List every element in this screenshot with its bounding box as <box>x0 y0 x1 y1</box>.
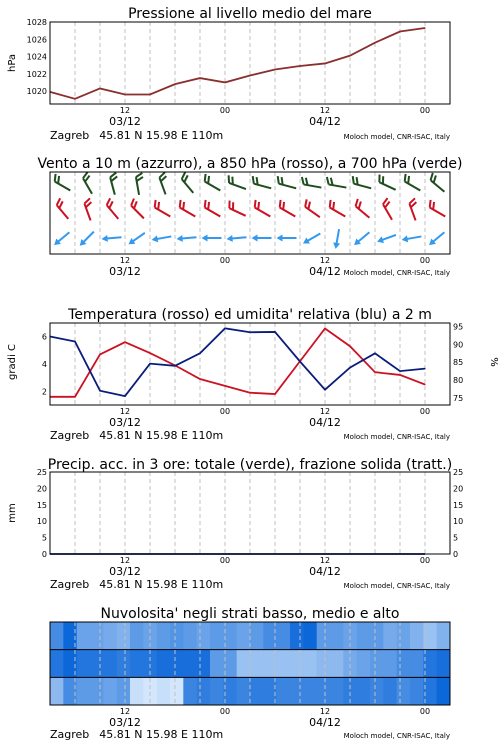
y-tick-label-right: 25 <box>453 468 464 477</box>
x-tick-label: 12 <box>119 106 131 115</box>
pressure-panel <box>7 6 450 142</box>
location-name: Zagreb <box>50 129 90 142</box>
date-label: 04/12 <box>309 416 341 429</box>
wind-barb <box>327 200 349 217</box>
pressure-xticks <box>120 106 430 115</box>
x-tick-label: 12 <box>319 556 331 565</box>
cloud-cell <box>117 650 131 678</box>
cloud-cell <box>303 677 317 705</box>
date-label: 03/12 <box>109 115 141 128</box>
location-coords: 45.81 N 15.98 E 110m <box>99 129 224 142</box>
temperature-credit: Moloch model, CNR-ISAC, Italy <box>343 433 450 441</box>
cloud-cell <box>277 622 291 650</box>
humidity-ylabel: % <box>488 357 499 367</box>
cloud-cell <box>197 677 211 705</box>
x-tick-label: 12 <box>119 256 131 265</box>
wind-barb <box>126 230 146 247</box>
cloud-cell <box>157 622 171 650</box>
cloud-cell <box>183 677 197 705</box>
precip-location: Zagreb 45.81 N 15.98 E 110m <box>50 578 224 591</box>
wind-barb <box>382 198 399 220</box>
cloud-cell <box>77 650 91 678</box>
x-tick-label: 00 <box>219 106 231 115</box>
humidity-line-point <box>299 361 300 362</box>
cloud-cell <box>103 622 117 650</box>
y-tick-label: 1024 <box>26 52 47 62</box>
wind-barb <box>401 233 422 243</box>
x-tick-label: 00 <box>419 556 431 565</box>
x-tick-label: 00 <box>219 256 231 265</box>
wind-barb <box>377 175 399 190</box>
wind-barb <box>303 199 324 217</box>
x-tick-label: 12 <box>319 256 331 265</box>
wind-barb <box>55 198 74 219</box>
wind-barb <box>52 230 72 248</box>
wind-barb <box>301 230 322 246</box>
wind-barb <box>226 175 248 189</box>
pressure-line-point <box>199 78 200 79</box>
pressure-line-point <box>149 94 150 95</box>
y-tick-label: 1028 <box>26 18 47 27</box>
temperature-panel <box>7 307 499 442</box>
wind-barb <box>227 201 249 216</box>
wind-barb <box>152 200 174 217</box>
precip-xticks <box>120 556 430 565</box>
y-tick-label-right: 80 <box>453 376 464 386</box>
precip-yticks <box>37 468 47 559</box>
y-tick-label: 6 <box>41 332 47 342</box>
date-label: 03/12 <box>109 565 141 578</box>
wind-barb <box>226 234 247 243</box>
y-tick-label: 5 <box>41 533 47 543</box>
humidity-line-point <box>174 365 175 366</box>
temperature-line-point <box>199 378 200 379</box>
x-tick-label: 12 <box>119 407 131 416</box>
wind-barb <box>326 177 348 188</box>
x-tick-label: 00 <box>219 556 231 565</box>
temperature-line-point <box>224 385 225 386</box>
x-tick-label: 00 <box>419 707 431 716</box>
x-tick-label: 00 <box>419 106 431 115</box>
wind-barb <box>135 173 146 195</box>
precip-credit: Moloch model, CNR-ISAC, Italy <box>343 582 450 590</box>
cloud-cell <box>290 622 304 650</box>
y-tick-label: 2 <box>41 387 47 397</box>
y-tick-label: 4 <box>41 360 47 369</box>
cloud-cell <box>197 622 211 650</box>
temperature-line-point <box>124 342 125 343</box>
temperature-line-point <box>324 328 325 329</box>
precip-panel <box>7 457 463 591</box>
humidity-line-point <box>374 353 375 354</box>
x-tick-label: 00 <box>419 256 431 265</box>
cloud-cell <box>410 622 424 650</box>
temperature-line-point <box>274 393 275 394</box>
cloud-cell <box>170 677 184 705</box>
temperature-yticks <box>42 333 47 397</box>
temperature-line-point <box>349 346 350 347</box>
humidity-line <box>50 328 425 396</box>
cloud-cell <box>397 677 411 705</box>
humidity-line-point <box>274 331 275 332</box>
humidity-line-point <box>349 367 350 368</box>
y-tick-label-right: 85 <box>453 358 464 368</box>
cloud-cell <box>437 677 451 705</box>
cloud-cell <box>437 622 451 650</box>
cloud-cell <box>103 677 117 705</box>
x-tick-label: 00 <box>419 407 431 416</box>
cloud-cell <box>383 622 397 650</box>
x-tick-label: 00 <box>219 407 231 416</box>
wind-barb <box>82 172 99 194</box>
cloud-cell <box>410 650 424 678</box>
wind-barb <box>376 232 397 245</box>
cloud-cell <box>317 677 331 705</box>
y-tick-label-right: 95 <box>453 322 464 332</box>
pressure-line-point <box>299 65 300 66</box>
date-label: 04/12 <box>309 265 341 278</box>
pressure-line-point <box>124 94 125 95</box>
wind-barb <box>252 200 274 217</box>
wind-barb <box>202 235 222 242</box>
y-tick-label-right: 5 <box>453 533 459 543</box>
wind-barb <box>109 173 121 195</box>
y-tick-label: 10 <box>36 517 47 527</box>
humidity-line-point <box>199 353 200 354</box>
cloud-cell <box>130 622 144 650</box>
pressure-line <box>50 28 425 99</box>
pressure-grid <box>75 22 425 104</box>
wind-barb <box>176 234 197 243</box>
wind-frame <box>50 172 450 254</box>
wind-barb <box>202 174 224 191</box>
temperature-dates <box>109 416 341 429</box>
y-tick-label-right: 10 <box>453 517 464 527</box>
cloud-cell <box>397 650 411 678</box>
cloud-cell <box>357 622 371 650</box>
cloud-cell <box>357 650 371 678</box>
pressure-yticks <box>27 18 47 96</box>
pressure-line-point <box>99 88 100 89</box>
cloud-cell <box>77 677 91 705</box>
wind-barb <box>427 200 449 217</box>
x-tick-label: 00 <box>219 707 231 716</box>
cloud-cell <box>117 622 131 650</box>
temperature-xticks <box>120 407 430 416</box>
cloud-cell <box>103 650 117 678</box>
cloud-cell <box>157 650 171 678</box>
temperature-humidity-series <box>49 328 425 398</box>
precip-ylabel: mm <box>7 503 18 523</box>
humidity-line-point <box>424 368 425 369</box>
cloud-cell <box>383 677 397 705</box>
y-tick-label-right: 75 <box>453 393 464 403</box>
cloud-location: Zagreb 45.81 N 15.98 E 110m <box>50 728 224 741</box>
wind-barb <box>251 176 273 188</box>
humidity-line-point <box>324 389 325 390</box>
pressure-line-point <box>424 27 425 28</box>
wind-panel <box>37 156 462 278</box>
cloud-cell <box>237 650 251 678</box>
cloud-cell <box>383 650 397 678</box>
y-tick-label-right: 0 <box>453 550 459 559</box>
cloud-cell <box>183 622 197 650</box>
date-label: 04/12 <box>309 716 341 729</box>
humidity-line-point <box>99 390 100 391</box>
temperature-title: Temperatura (rosso) ed umidita' relativa (blu) a 2 m <box>68 307 432 323</box>
temperature-line-point <box>399 374 400 375</box>
wind-barb <box>105 198 124 219</box>
cloud-cell <box>330 622 344 650</box>
date-label: 04/12 <box>309 565 341 578</box>
cloud-cell <box>357 677 371 705</box>
pressure-line-point <box>224 82 225 83</box>
date-label: 04/12 <box>309 115 341 128</box>
humidity-yticks <box>453 323 463 403</box>
cloud-cell <box>290 650 304 678</box>
cloud-cell <box>330 677 344 705</box>
wind-xticks <box>120 256 430 265</box>
y-tick-label: 20 <box>36 484 47 494</box>
humidity-line-point <box>149 363 150 364</box>
cloud-cell <box>130 650 144 678</box>
temperature-line-point <box>424 384 425 385</box>
cloud-cell <box>210 622 224 650</box>
cloud-cell <box>210 650 224 678</box>
wind-barb <box>427 230 447 248</box>
cloud-cell <box>117 677 131 705</box>
cloud-cell <box>170 622 184 650</box>
pressure-line-point <box>349 55 350 56</box>
humidity-line-point <box>124 395 125 396</box>
wind-barb <box>77 229 96 248</box>
wind-barb <box>301 177 323 188</box>
cloud-cell <box>250 622 264 650</box>
pressure-ylabel: hPa <box>7 53 18 73</box>
cloud-xticks <box>120 707 430 716</box>
wind-barb <box>277 235 297 242</box>
humidity-line-point <box>399 371 400 372</box>
wind-barb <box>351 176 373 188</box>
y-tick-label: 25 <box>36 468 47 477</box>
wind-barb <box>83 198 97 220</box>
wind-credit: Moloch model, CNR-ISAC, Italy <box>343 269 450 277</box>
cloud-title: Nuvolosita' negli strati basso, medio e alto <box>100 606 400 622</box>
precip-title: Precip. acc. in 3 ore: totale (verde), frazione solida (tratt.) <box>47 457 453 473</box>
pressure-line-point <box>74 98 75 99</box>
cloud-cell <box>50 622 64 650</box>
wind-dates <box>109 265 341 278</box>
wind-barb <box>158 172 172 194</box>
wind-barb <box>101 234 122 243</box>
cloud-cell <box>370 650 384 678</box>
y-tick-label-right: 15 <box>453 500 464 510</box>
x-tick-label: 12 <box>319 707 331 716</box>
x-tick-label: 12 <box>319 106 331 115</box>
humidity-line-point <box>224 328 225 329</box>
humidity-line-point <box>74 341 75 342</box>
wind-barb <box>332 229 342 250</box>
temperature-line-point <box>374 372 375 373</box>
pressure-credit: Moloch model, CNR-ISAC, Italy <box>343 133 450 141</box>
temperature-line-point <box>149 352 150 353</box>
cloud-cell <box>303 650 317 678</box>
cloud-panel <box>50 606 451 741</box>
cloud-cell <box>130 677 144 705</box>
temperature-line-point <box>74 396 75 397</box>
pressure-line-point <box>274 69 275 70</box>
pressure-dates <box>109 115 341 128</box>
temperature-location: Zagreb 45.81 N 15.98 E 110m <box>50 429 224 442</box>
pressure-location <box>50 129 223 142</box>
wind-barb <box>428 173 449 192</box>
wind-barb <box>352 230 372 248</box>
pressure-series <box>49 27 425 99</box>
cloud-cell <box>317 650 331 678</box>
y-tick-label: 1026 <box>26 35 47 45</box>
cloud-cell <box>370 622 384 650</box>
cloud-cell <box>77 622 91 650</box>
date-label: 03/12 <box>109 716 141 729</box>
cloud-cell <box>237 622 251 650</box>
wind-barb <box>129 199 149 219</box>
humidity-line-point <box>249 332 250 333</box>
x-tick-label: 12 <box>119 556 131 565</box>
cloud-cell <box>237 677 251 705</box>
wind-barb <box>177 200 199 217</box>
wind-barb <box>151 233 172 243</box>
cloud-cell <box>437 650 451 678</box>
pressure-line-point <box>374 42 375 43</box>
temperature-line-point <box>99 354 100 355</box>
x-tick-label: 12 <box>119 707 131 716</box>
cloud-cell <box>397 622 411 650</box>
y-tick-label-right: 20 <box>453 484 464 494</box>
wind-barb <box>202 200 224 217</box>
cloud-cell <box>370 677 384 705</box>
date-label: 03/12 <box>109 265 141 278</box>
precip-grid <box>75 472 425 554</box>
cloud-cell <box>410 677 424 705</box>
cloud-cell <box>330 650 344 678</box>
cloud-cell <box>317 622 331 650</box>
temperature-line-point <box>249 392 250 393</box>
wind-title: Vento a 10 m (azzurro), a 850 hPa (rosso), a 700 hPa (verde) <box>37 156 463 172</box>
cloud-cell <box>250 650 264 678</box>
cloud-cell <box>277 650 291 678</box>
pressure-line-point <box>249 75 250 76</box>
y-tick-label: 1020 <box>26 87 47 97</box>
cloud-cell <box>50 677 64 705</box>
pressure-line-point <box>399 31 400 32</box>
pressure-line-point <box>324 63 325 64</box>
precip-right-yticks <box>453 468 463 559</box>
precip-frame <box>50 472 450 554</box>
temperature-ylabel: gradi C <box>7 344 18 380</box>
wind-barb <box>402 174 424 191</box>
cloud-cell <box>170 650 184 678</box>
cloud-cell <box>250 677 264 705</box>
cloud-cell <box>90 622 104 650</box>
cloud-cell <box>210 677 224 705</box>
pressure-title: Pressione al livello medio del mare <box>128 6 372 22</box>
wind-barb <box>277 200 299 217</box>
wind-barb <box>276 176 298 188</box>
cloud-cell <box>157 677 171 705</box>
date-label: 03/12 <box>109 416 141 429</box>
cloud-cell <box>90 650 104 678</box>
wind-barb <box>353 199 374 218</box>
y-tick-label-right: 90 <box>453 340 464 350</box>
cloud-cell <box>303 622 317 650</box>
cloud-credit: Moloch model, CNR-ISAC, Italy <box>343 732 450 740</box>
wind-grid <box>75 172 425 254</box>
cloud-cell <box>50 650 64 678</box>
cloud-cell <box>90 677 104 705</box>
y-tick-label: 0 <box>41 550 47 559</box>
wind-barb <box>180 172 199 193</box>
cloud-cell <box>197 650 211 678</box>
precip-dates <box>109 565 341 578</box>
wind-barb <box>252 235 272 242</box>
wind-barb <box>408 198 422 220</box>
x-tick-label: 12 <box>319 407 331 416</box>
temperature-line <box>50 328 425 396</box>
pressure-line-point <box>174 84 175 85</box>
cloud-cell <box>183 650 197 678</box>
cloud-cell <box>277 677 291 705</box>
y-tick-label: 1022 <box>26 69 47 79</box>
y-tick-label: 15 <box>36 500 47 510</box>
cloud-cell <box>290 677 304 705</box>
wind-barb <box>52 174 74 191</box>
